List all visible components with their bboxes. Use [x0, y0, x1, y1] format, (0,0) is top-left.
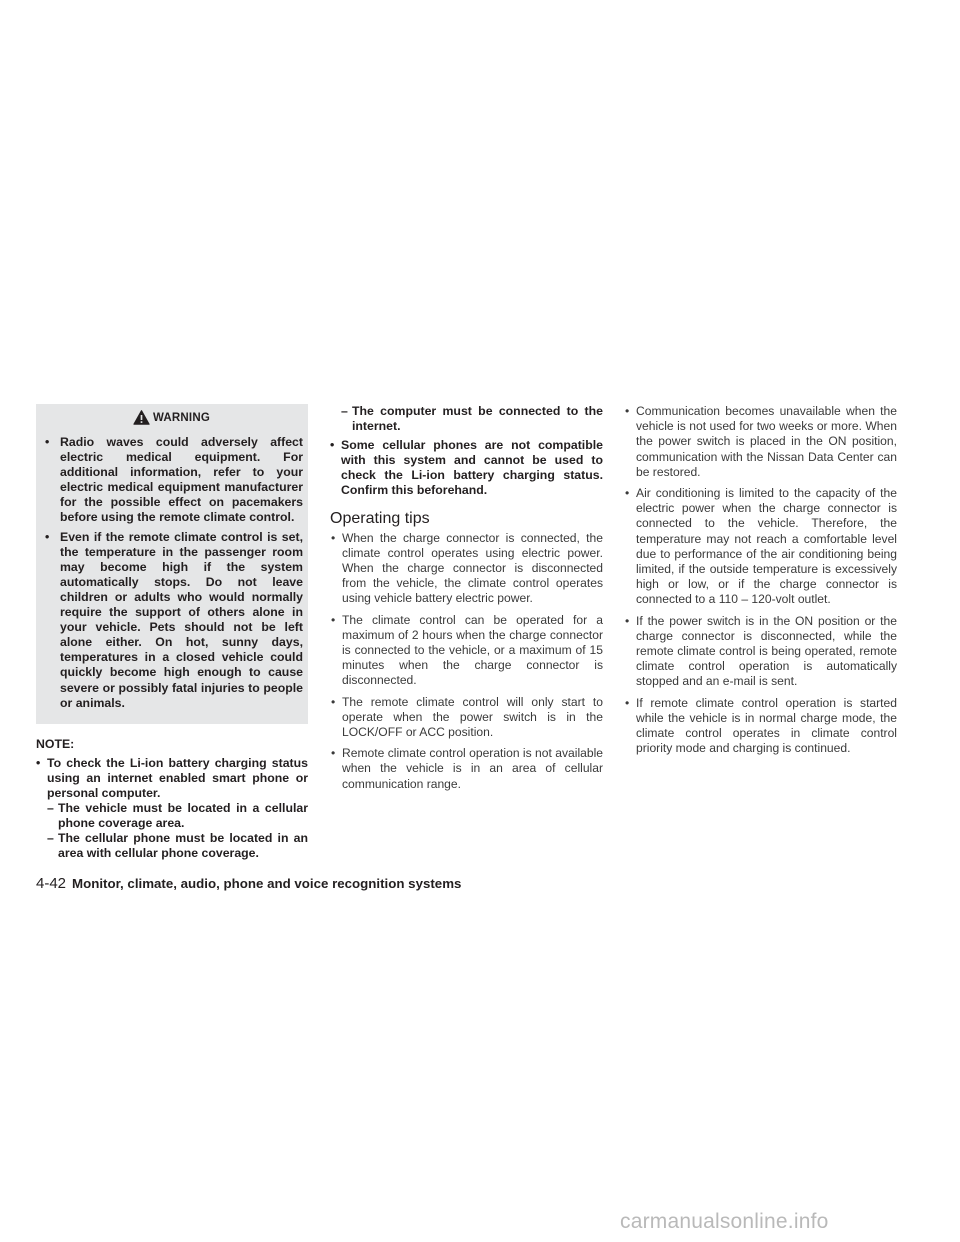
bullet: •	[331, 746, 336, 761]
tip-item	[330, 531, 603, 607]
tip-item-text: When the charge connector is connected, the climate control operates using electric power. When the charge connector is disconnected from the vehicle, the climate control operates using vehicle battery electric power.	[342, 530, 603, 606]
tip-item	[624, 486, 897, 608]
bullet: •	[330, 438, 335, 453]
tip-item-text: The climate control can be operated for a maximum of 2 hours when the charge connector is connected to the vehicle, or a maximum of 15 minutes when the charge connector is disconnected.	[342, 612, 603, 688]
tip-item-text: Air conditioning is limited to the capacity of the electric power when the charge connector is connected to the vehicle. Therefore, the temperature may not reach a comfortable level due to performance of the air conditioning being limited, if the outside temperature is excessively high or low, or if the charge connector is connected to a 110 – 120-volt outlet.	[636, 486, 897, 607]
note-item	[330, 438, 603, 498]
page-footer	[36, 875, 461, 892]
warning-item-text: Even if the remote climate control is set, the temperature in the passenger room may become high if the system automatically stops. Do not leave children or adults who would normally require the support of others alone in your vehicle. Pets should not be left alone either. On hot, sunny days, temperatures in a closed vehicle could quickly become high enough to cause severe or possibly fatal injuries to people or animals.	[60, 529, 303, 710]
tip-item-text: The remote climate control will only start to operate when the power switch is in the LOCK/OFF or ACC position.	[342, 694, 603, 739]
note-title: NOTE:	[36, 736, 75, 751]
bullet: •	[45, 435, 50, 449]
note-subitem-text: The vehicle must be located in a cellular phone coverage area.	[58, 800, 308, 831]
bullet: •	[625, 695, 630, 710]
section-title: Operating tips	[330, 509, 430, 527]
bullet: •	[331, 612, 336, 627]
column-left	[36, 404, 308, 861]
tip-item	[624, 404, 897, 480]
page-number: 4-42	[36, 875, 67, 892]
column-middle	[330, 404, 603, 798]
bullet: •	[36, 755, 41, 770]
note-subitem	[330, 404, 603, 434]
tip-item	[330, 746, 603, 792]
warning-item	[40, 435, 303, 526]
bullet: •	[331, 694, 336, 709]
tip-item-text: Remote climate control operation is not available when the vehicle is in an area of cellular communication range.	[342, 746, 603, 791]
bullet: •	[625, 613, 630, 628]
bullet: •	[625, 404, 630, 418]
chapter-title: Monitor, climate, audio, phone and voice recognition systems	[72, 876, 462, 891]
note-subitem	[36, 831, 308, 861]
note-item	[36, 756, 308, 801]
dash: –	[47, 800, 54, 815]
warning-header	[40, 410, 303, 425]
note-item-text: Some cellular phones are not compatible with this system and cannot be used to check the Li-ion battery charging status. Confirm this beforehand.	[341, 438, 603, 498]
tip-item-text: If the power switch is in the ON position or the charge connector is disconnected, while the remote climate control is being operated, remote climate control operation is automatically stopped and an e-mail is sent.	[636, 613, 897, 689]
tip-item	[624, 696, 897, 757]
tip-item-text: If remote climate control operation is started while the vehicle is in normal charge mode, the climate control operates in climate control priority mode and charging is continued.	[636, 695, 897, 756]
tip-item	[330, 613, 603, 689]
bullet: •	[625, 486, 630, 501]
tip-item	[624, 614, 897, 690]
bullet: •	[331, 530, 336, 545]
watermark[interactable]: carmanualsonline.info	[620, 1210, 829, 1233]
note-subitem-text: The computer must be connected to the internet.	[352, 404, 603, 434]
dash: –	[341, 404, 348, 418]
note-subitem	[36, 801, 308, 831]
dash: –	[47, 831, 54, 846]
warning-triangle-icon	[133, 410, 150, 425]
column-right	[624, 404, 897, 762]
warning-item	[40, 530, 303, 711]
tip-item	[330, 695, 603, 741]
bullet: •	[45, 529, 50, 544]
tip-item-text: Communication becomes unavailable when the vehicle is not used for two weeks or more. When the power switch is placed in the ON position, communication with the Nissan Data Center can be restored.	[636, 404, 897, 479]
warning-box	[36, 404, 308, 724]
warning-item-text: Radio waves could adversely affect electric medical equipment. For additional information, refer to your electric medical equipment manufacturer for the possible effect on pacemakers before using the remote climate control.	[60, 435, 303, 525]
note-subitem-text: The cellular phone must be located in an area with cellular phone coverage.	[58, 831, 308, 861]
note-item-text: To check the Li-ion battery charging status using an internet enabled smart phone or personal computer.	[47, 755, 308, 800]
warning-title: WARNING	[153, 411, 210, 424]
